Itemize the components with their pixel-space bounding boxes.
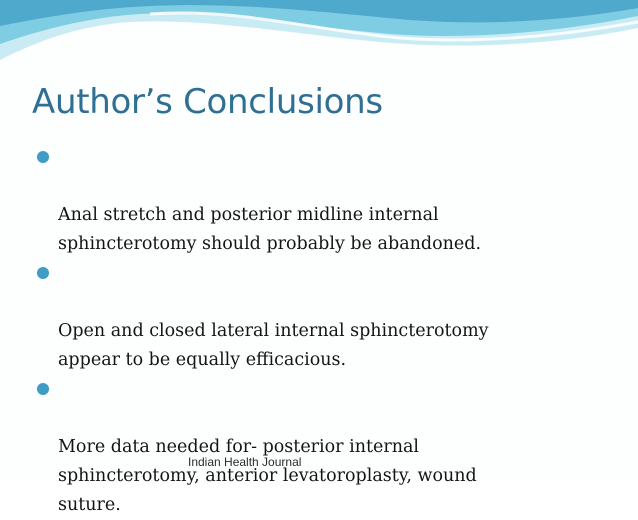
header-wave-decoration bbox=[0, 0, 638, 80]
footer-source: Indian Health Journal bbox=[188, 455, 302, 469]
bullet-icon bbox=[37, 383, 49, 395]
bullet-item bbox=[34, 375, 614, 520]
bullet-text: Open and closed lateral internal sphincterotomy appear to be equally efficacious. bbox=[58, 321, 489, 370]
bullet-icon bbox=[37, 267, 49, 279]
bullet-icon bbox=[37, 151, 49, 163]
bullet-list bbox=[34, 143, 614, 520]
bullet-text: More data needed for- posterior internal sphincterotomy, anterior levatoroplasty, wound suture. bbox=[58, 437, 477, 515]
bullet-item bbox=[34, 259, 614, 375]
slide-title: Author’s Conclusions bbox=[32, 82, 383, 122]
bullet-item bbox=[34, 143, 614, 259]
bullet-text: Anal stretch and posterior midline internal sphincterotomy should probably be abandoned. bbox=[58, 205, 482, 254]
